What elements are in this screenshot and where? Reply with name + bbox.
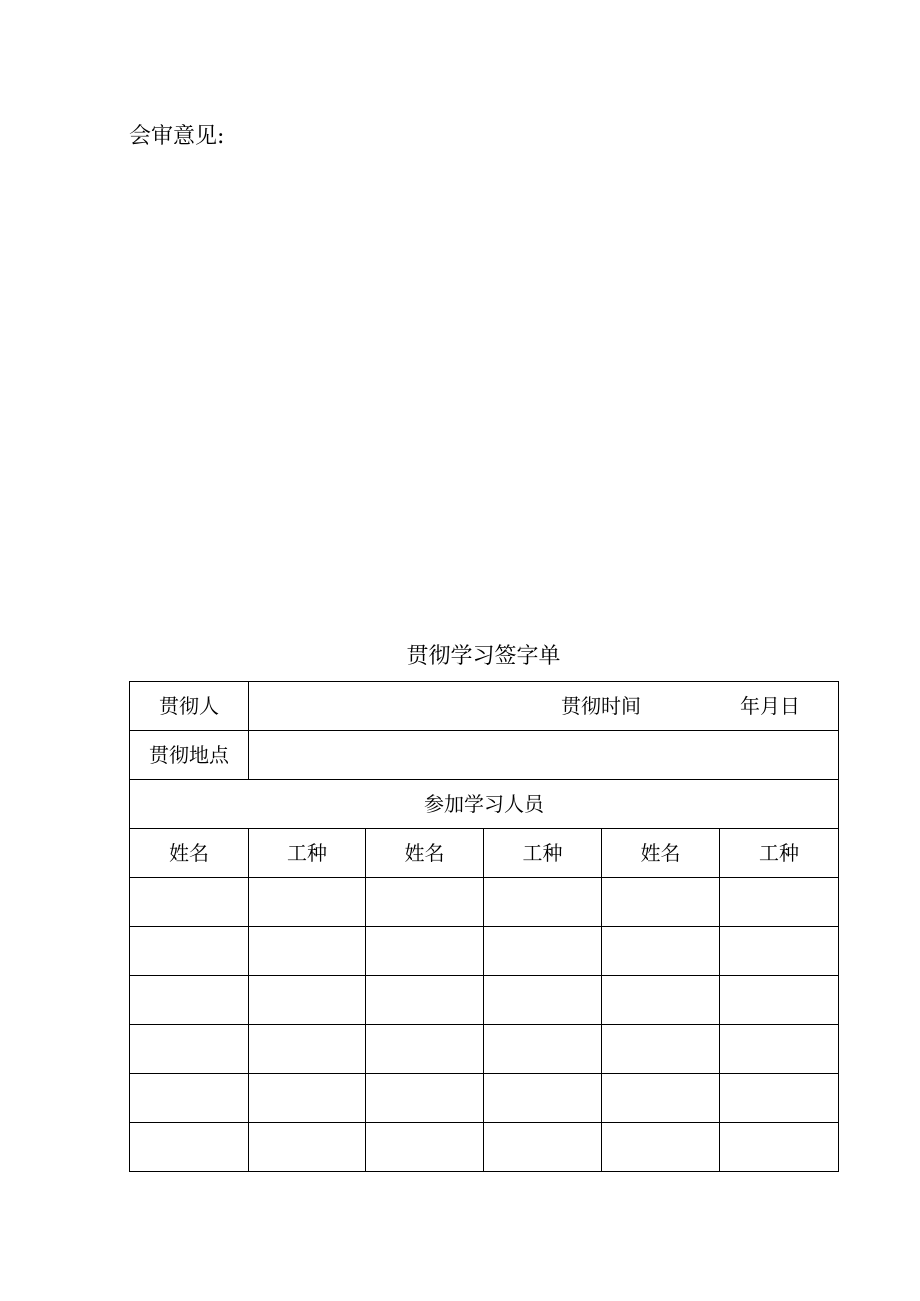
participant-name-cell[interactable] bbox=[602, 1025, 720, 1074]
participant-name-cell[interactable] bbox=[602, 927, 720, 976]
participant-trade-cell[interactable] bbox=[484, 1123, 602, 1172]
participant-name-cell[interactable] bbox=[130, 1025, 249, 1074]
participant-name-cell[interactable] bbox=[602, 878, 720, 927]
location-row bbox=[130, 731, 839, 780]
participant-trade-cell[interactable] bbox=[484, 976, 602, 1025]
participant-trade-cell[interactable] bbox=[484, 1025, 602, 1074]
participant-row bbox=[130, 878, 839, 927]
participant-trade-cell[interactable] bbox=[720, 878, 839, 927]
participant-trade-cell[interactable] bbox=[720, 1123, 839, 1172]
location-label: 贯彻地点 bbox=[130, 731, 249, 780]
implementer-label: 贯彻人 bbox=[130, 682, 249, 731]
column-header-trade: 工种 bbox=[484, 829, 602, 878]
participant-trade-cell[interactable] bbox=[484, 927, 602, 976]
column-header-name: 姓名 bbox=[130, 829, 249, 878]
column-header-trade: 工种 bbox=[720, 829, 839, 878]
participant-name-cell[interactable] bbox=[366, 1123, 484, 1172]
participant-name-cell[interactable] bbox=[130, 976, 249, 1025]
review-opinion-label: 会审意见: bbox=[129, 124, 225, 149]
participants-header-row bbox=[130, 780, 839, 829]
participant-trade-cell[interactable] bbox=[484, 1074, 602, 1123]
sign-sheet-table bbox=[129, 681, 839, 1172]
participant-name-cell[interactable] bbox=[366, 878, 484, 927]
participant-trade-cell[interactable] bbox=[720, 976, 839, 1025]
implementation-time-label: 贯彻时间 bbox=[561, 694, 641, 718]
participant-name-cell[interactable] bbox=[366, 976, 484, 1025]
participant-name-cell[interactable] bbox=[602, 1074, 720, 1123]
participant-row bbox=[130, 927, 839, 976]
column-header-row bbox=[130, 829, 839, 878]
implementation-date-label: 年月日 bbox=[740, 694, 800, 718]
participant-trade-cell[interactable] bbox=[484, 878, 602, 927]
participant-trade-cell[interactable] bbox=[720, 927, 839, 976]
implementer-info-cell[interactable] bbox=[249, 682, 839, 731]
participant-name-cell[interactable] bbox=[130, 927, 249, 976]
participant-name-cell[interactable] bbox=[130, 1123, 249, 1172]
participant-name-cell[interactable] bbox=[366, 927, 484, 976]
participant-row bbox=[130, 1123, 839, 1172]
participant-name-cell[interactable] bbox=[130, 878, 249, 927]
sign-sheet-title: 贯彻学习签字单 bbox=[406, 644, 561, 669]
participant-trade-cell[interactable] bbox=[249, 1123, 366, 1172]
participants-header: 参加学习人员 bbox=[130, 780, 839, 829]
participant-name-cell[interactable] bbox=[602, 976, 720, 1025]
participant-row bbox=[130, 1025, 839, 1074]
participant-name-cell[interactable] bbox=[366, 1074, 484, 1123]
location-value[interactable] bbox=[249, 731, 839, 780]
participant-trade-cell[interactable] bbox=[249, 1074, 366, 1123]
participant-trade-cell[interactable] bbox=[720, 1074, 839, 1123]
participant-trade-cell[interactable] bbox=[249, 976, 366, 1025]
implementer-row bbox=[130, 682, 839, 731]
participant-name-cell[interactable] bbox=[130, 1074, 249, 1123]
participant-name-cell[interactable] bbox=[602, 1123, 720, 1172]
participant-row bbox=[130, 976, 839, 1025]
participant-row bbox=[130, 1074, 839, 1123]
participant-trade-cell[interactable] bbox=[720, 1025, 839, 1074]
column-header-trade: 工种 bbox=[249, 829, 366, 878]
participant-trade-cell[interactable] bbox=[249, 878, 366, 927]
participant-trade-cell[interactable] bbox=[249, 927, 366, 976]
column-header-name: 姓名 bbox=[366, 829, 484, 878]
participant-trade-cell[interactable] bbox=[249, 1025, 366, 1074]
column-header-name: 姓名 bbox=[602, 829, 720, 878]
participant-name-cell[interactable] bbox=[366, 1025, 484, 1074]
